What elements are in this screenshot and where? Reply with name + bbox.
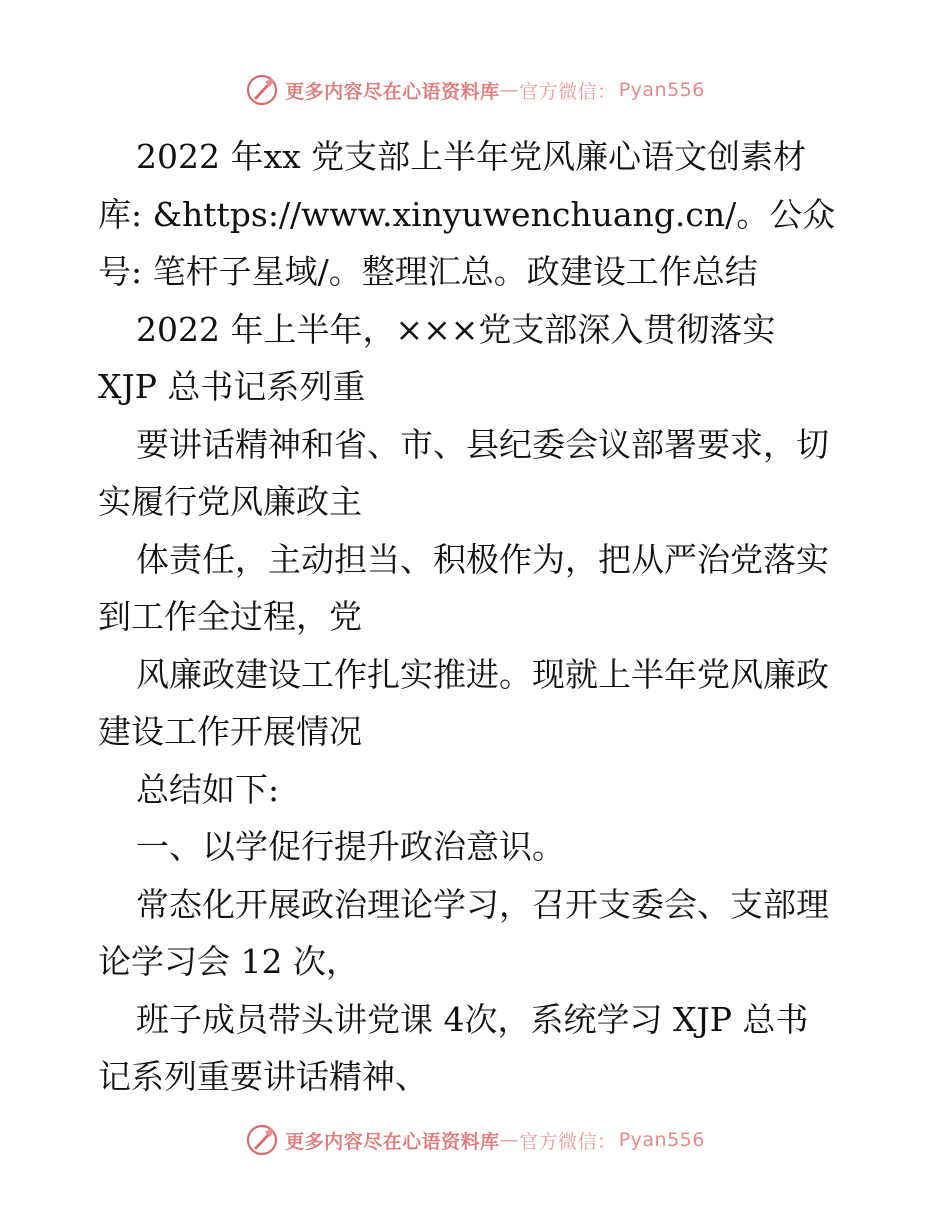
text-line: 到工作全过程，党 (98, 597, 362, 636)
watermark-text (285, 1127, 705, 1154)
paragraph (98, 531, 858, 646)
text-line: 库: &https://www.xinyuwenchuang.cn/。公众 (98, 194, 836, 234)
text-line: 实履行党风廉政主 (98, 482, 362, 521)
text-line: 常态化开展政治理论学习，召开支委会、支部理 (136, 884, 829, 924)
watermark-id: Pyan556 (618, 1129, 705, 1151)
header-watermark (0, 70, 950, 110)
quill-logo-icon (245, 73, 279, 107)
footer-watermark (0, 1120, 950, 1160)
text-line: 风廉政建设工作扎实推进。现就上半年党风廉政 (136, 654, 829, 694)
text-line: 论学习会 12 次， (98, 942, 359, 981)
watermark-dash: — (499, 79, 520, 101)
paragraph (98, 991, 858, 1106)
paragraph (98, 876, 858, 991)
paragraph (98, 301, 858, 416)
watermark-main: 更多内容尽在心语资料库 (285, 80, 500, 103)
watermark-dash: — (499, 1129, 520, 1151)
document-body (98, 128, 858, 1106)
paragraph-title (98, 128, 858, 301)
quill-logo-icon (245, 1123, 279, 1157)
watermark-main: 更多内容尽在心语资料库 (285, 1130, 500, 1153)
watermark-text (285, 77, 705, 104)
text-line: 号: 笔杆子星域/。整理汇总。政建设工作总结 (98, 252, 758, 291)
paragraph (98, 761, 858, 819)
text-line: 要讲话精神和省、市、县纪委会议部署要求，切 (136, 424, 829, 464)
paragraph (98, 416, 858, 531)
watermark-sub: 官方微信： (519, 1130, 617, 1153)
text-line: 体责任，主动担当、积极作为，把从严治党落实 (136, 539, 829, 579)
watermark-id: Pyan556 (618, 79, 705, 101)
text-line: 记系列重要讲话精神、 (98, 1057, 428, 1096)
watermark-sub: 官方微信： (519, 80, 617, 103)
paragraph (98, 646, 858, 761)
text-line: 2022 年xx 党支部上半年党风廉心语文创素材 (136, 137, 807, 176)
text-line: XJP 总书记系列重 (98, 367, 366, 406)
text-line: 班子成员带头讲党课 4次，系统学习 XJP 总书 (136, 999, 809, 1039)
text-line: 2022 年上半年，×××党支部深入贯彻落实 (136, 309, 776, 349)
text-line: 一、以学促行提升政治意识。 (136, 827, 565, 866)
section-heading (98, 818, 858, 876)
text-line: 建设工作开展情况 (98, 712, 362, 751)
text-line: 总结如下: (136, 769, 280, 809)
